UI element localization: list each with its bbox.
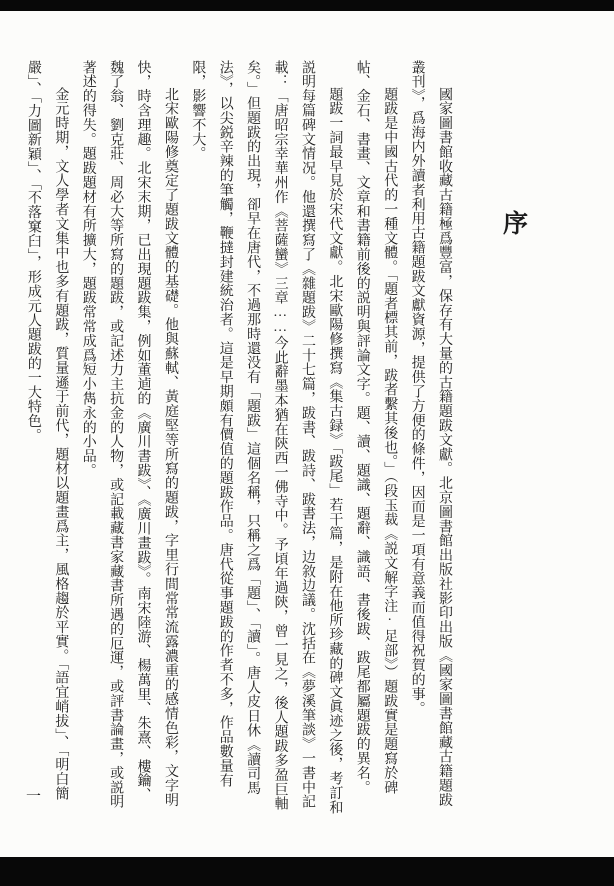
scan-artifact-top-bar	[0, 0, 614, 11]
page-number: 一	[26, 789, 42, 805]
preface-paragraph: 國家圖書館收藏古籍極爲豐富，保存有大量的古籍題跋文獻。北京圖書館出版社影印出版《國家圖書館藏古籍題跋叢刊》，爲海内外讀者利用古籍題跋文獻資源，提供了方便的條件，因而是一項有意義而值得祝賀的事。	[409, 60, 452, 807]
preface-paragraph: 題跋是中國古代的一種文體。「題者標其前，跋者繫其後也。」（段玉裁《説文解字注·足部》）題跋實是題寫於碑帖、金石、書畫、文章和書籍前後的説明與評論文字。題、讀、題識、題辭、識語、書後跋、跋尾都屬題跋的異名。	[354, 60, 398, 795]
preface-paragraph: 北宋歐陽修奠定了題跋文體的基礎。他與蘇軾、黃庭堅等所寫的題跋，字里行間常常流露濃重的感情色彩，文字明快，時含理趣。北宋末期，已出現題跋集，例如董逌的《廣川書跋》、《廣川畫跋》。南宋陸游、楊萬里、朱熹、樓鑰、魏了翁、劉克莊、周必大等所寫的題跋，或記述力主抗金的人物，或記載藏書家藏書所遇的厄運，或評書論畫，或説明著述的得失。題跋題材有所擴大，題跋常常成爲短小雋永的小品。	[80, 60, 178, 809]
preface-paragraph: 題跋一詞最早見於宋代文獻。北宋歐陽修撰寫《集古録》「跋尾」若干篇，是附在他所珍藏的碑文眞迹之後，考訂和説明每篇碑文情况。他還撰寫了《雜題跋》二十七篇，跋書、跋詩、跋書法，边敘边議。沈括在《夢溪筆談》一書中記載：「唐昭宗幸華州作《菩薩蠻》三章……今此辭墨本猶在陝西一佛寺中。予頃年過陝，曾一見之，後人題跋多盈巨軸矣。」但題跋的出現，卻早在唐代，不過那時還没有「題跋」這個名稱，只稱之爲「題」、「讀」。唐人皮日休《讀司馬法》，以尖鋭辛辣的筆觸，鞭撻封建統治者。這是早期頗有價值的題跋作品。唐代從事題跋的作者不多，作品數量有限，影響不大。	[190, 60, 343, 814]
preface-body-text	[20, 60, 459, 816]
scan-artifact-bottom-bar	[0, 857, 614, 886]
preface-paragraph: 金元時期，文人學者文集中也多有題跋，質量遜于前代，題材以題畫爲主，風格趨於平實。「語宜峭拔」、「明白簡嚴」、「力圖新穎」、「不落窠臼」，形成元人題跋的一大特色。	[25, 60, 69, 800]
preface-title: 序	[502, 211, 528, 238]
